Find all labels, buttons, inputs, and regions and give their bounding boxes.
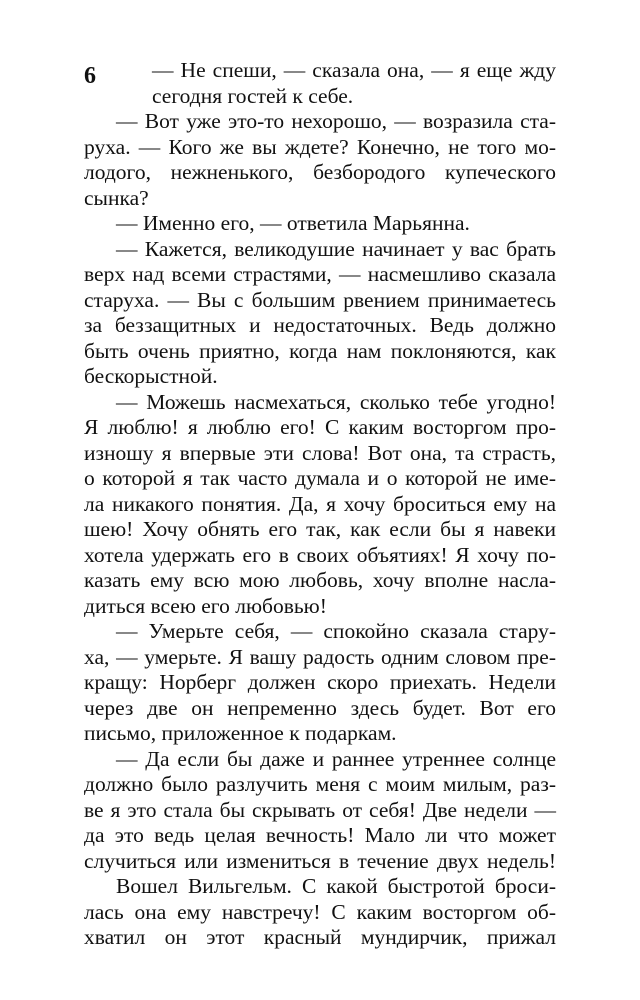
text-line: хватил он этот красный мундирчик, прижал [84, 925, 556, 949]
text-line: за беззащитных и недостаточных. Ведь должно [84, 313, 556, 337]
body-text [84, 58, 556, 951]
text-line: сегодня гостей к себе. [152, 83, 354, 108]
text-line: должно было разлучить меня с моим милым, раз- [84, 772, 556, 796]
text-line: изношу я впервые эти слова! Вот она, та страсть, [84, 440, 556, 465]
text-line: диться всею его любовью! [84, 593, 327, 618]
text-line: ха, — умерьте. Я вашу радость одним словом пре- [84, 644, 556, 669]
text-line: бескорыстной. [84, 364, 218, 388]
text-line: хотела удержать его в своих объятиях! Я хочу по- [84, 542, 556, 567]
text-line: — Умерьте себя, — спокойно сказала стару- [116, 619, 556, 643]
text-line: — Вот уже это-то нехорошо, — возразила ста- [116, 109, 556, 133]
text-line: казать ему всю мою любовь, хочу вполне насла- [84, 568, 556, 592]
text-line: руха. — Кого же вы ждете? Конечно, не того мо- [84, 134, 556, 159]
text-line: письмо, приложенное к подаркам. [84, 721, 397, 745]
text-line: случиться или измениться в течение двух недель! [84, 848, 556, 873]
text-line: сынка? [84, 185, 149, 210]
text-line: — Не спеши, — сказала она, — я еще жду [152, 58, 556, 82]
text-line: через две он непременно здесь будет. Вот его [84, 695, 556, 720]
text-line: шею! Хочу обнять его так, как если бы я навеки [84, 517, 556, 541]
text-line: — Да если бы даже и раннее утреннее солнце [116, 746, 556, 771]
text-line: о которой я так часто думала и о которой не име- [84, 466, 556, 490]
text-line: ве я это стала бы скрывать от себя! Две недели — [84, 797, 556, 822]
text-line: — Именно его, — ответила Марьянна. [116, 211, 470, 235]
text-line: да это ведь целая вечность! Мало ли что может [84, 823, 556, 847]
text-line: верх над всеми страстями, — насмешливо сказала [84, 262, 556, 286]
text-line: — Кажется, великодушие начинает у вас брать [116, 236, 556, 261]
text-line: быть очень приятно, когда нам поклоняются, как [84, 338, 556, 363]
text-line: кращу: Норберг должен скоро приехать. Недели [84, 670, 556, 694]
text-line: Вошел Вильгельм. С какой быстротой броси- [116, 874, 556, 898]
page-number: 6 [84, 63, 96, 89]
text-line: старуха. — Вы с большим рвением принимаетесь [84, 287, 556, 312]
text-line: ла никакого понятия. Да, я хочу броситься ему на [84, 491, 556, 516]
text-line: — Можешь насмехаться, сколько тебе угодно! [116, 389, 556, 414]
text-line: лась она ему навстречу! С каким восторгом об- [84, 899, 556, 924]
text-line: Я люблю! я люблю его! С каким восторгом про- [84, 415, 556, 439]
text-line: лодого, нежненького, безбородого купеческого [84, 160, 556, 184]
